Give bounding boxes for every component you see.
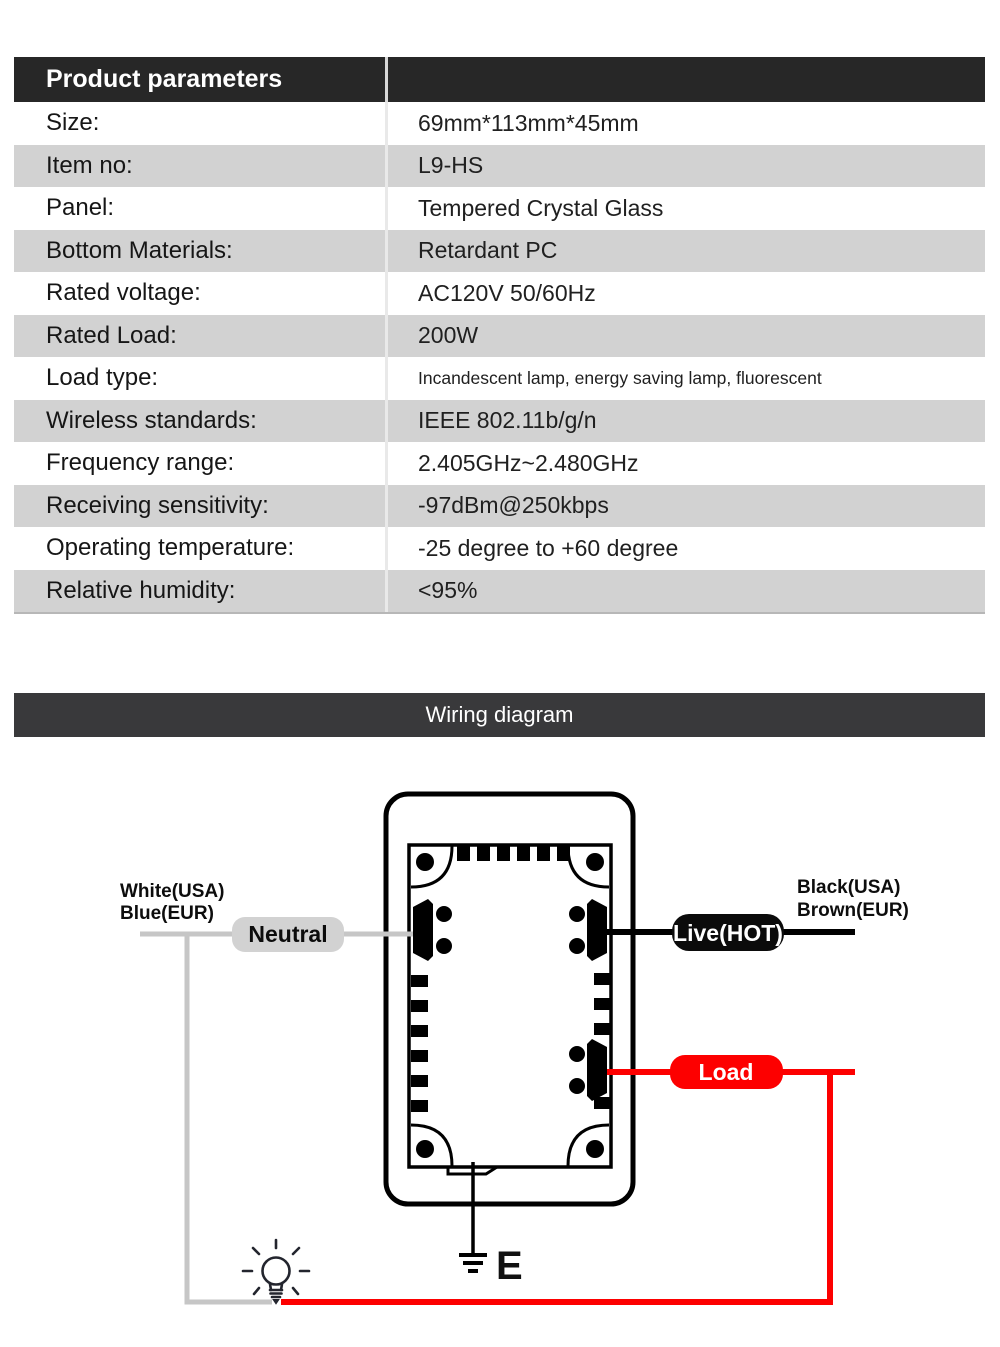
param-value: Retardant PC (418, 237, 558, 264)
neutral-color-label-usa: White(USA) (120, 881, 225, 902)
table-row (14, 527, 985, 570)
table-row (14, 272, 985, 315)
load-badge (670, 1055, 783, 1089)
param-label: Size: (14, 102, 388, 145)
param-label: Operating temperature: (14, 527, 388, 570)
live-color-label-eur: Brown(EUR) (797, 900, 909, 921)
param-label: Wireless standards: (14, 400, 388, 443)
table-row (14, 400, 985, 443)
table-row (14, 442, 985, 485)
param-value: AC120V 50/60Hz (418, 279, 596, 306)
table-header-spacer (388, 57, 985, 102)
param-value: -97dBm@250kbps (418, 492, 609, 519)
table-row (14, 570, 985, 613)
live-color-label-usa: Black(USA) (797, 877, 901, 898)
param-value: 2.405GHz~2.480GHz (418, 449, 639, 476)
earth-label: E (496, 1244, 523, 1288)
load-badge-label: Load (698, 1059, 754, 1085)
param-label: Rated voltage: (14, 272, 388, 315)
param-value: -25 degree to +60 degree (418, 534, 679, 561)
param-label: Panel: (14, 187, 388, 230)
param-label: Load type: (14, 357, 388, 400)
param-label: Rated Load: (14, 315, 388, 358)
wiring-diagram-title: Wiring diagram (425, 702, 574, 727)
neutral-wire-branch (187, 934, 272, 1302)
param-value: 69mm*113mm*45mm (418, 109, 639, 136)
live-badge (672, 914, 784, 951)
table-row (14, 485, 985, 528)
table-body (14, 102, 985, 612)
param-value: <95% (418, 577, 478, 604)
table-row (14, 357, 985, 400)
param-label: Frequency range: (14, 442, 388, 485)
neutral-color-label-eur: Blue(EUR) (120, 903, 214, 924)
param-label: Bottom Materials: (14, 230, 388, 273)
live-badge-label: Live(HOT) (673, 920, 783, 946)
param-label: Relative humidity: (14, 570, 388, 613)
neutral-badge (232, 917, 344, 952)
wiring-diagram (0, 737, 1000, 1347)
param-value: Incandescent lamp, energy saving lamp, fluorescent (418, 367, 822, 388)
switch-device-inner-panel (409, 845, 611, 1167)
table-row (14, 187, 985, 230)
table-row (14, 230, 985, 273)
param-label: Item no: (14, 145, 388, 188)
product-parameters-table (14, 57, 985, 614)
table-header-title: Product parameters (14, 57, 388, 102)
param-value: L9-HS (418, 152, 484, 179)
table-row (14, 145, 985, 188)
param-value: IEEE 802.11b/g/n (418, 407, 597, 434)
table-row (14, 102, 985, 145)
param-value: 200W (418, 322, 479, 349)
table-header-row (14, 57, 985, 102)
light-bulb-icon (243, 1240, 309, 1303)
neutral-badge-label: Neutral (248, 921, 328, 947)
earth-symbol (459, 1255, 487, 1271)
table-row (14, 315, 985, 358)
wiring-diagram-header (14, 693, 985, 737)
param-value: Tempered Crystal Glass (418, 194, 664, 221)
param-label: Receiving sensitivity: (14, 485, 388, 528)
